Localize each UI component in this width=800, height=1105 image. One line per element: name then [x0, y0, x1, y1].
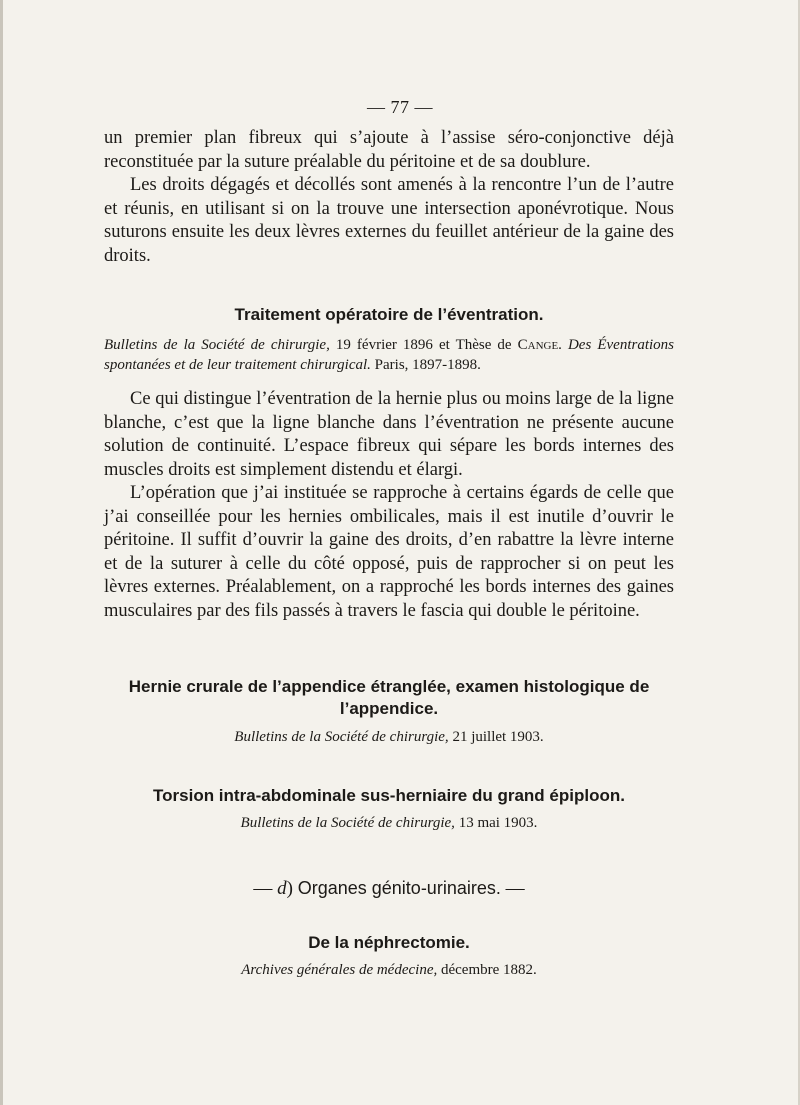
ref-place-date: Paris, 1897-1898.	[370, 357, 481, 373]
reference-torsion	[104, 813, 674, 833]
paragraph-continued: un premier plan fibreux qui s’ajoute à l’assise séro-conjonctive déjà reconstituée par la suture préalable du péritoine et de sa doublure.	[104, 128, 674, 172]
section-letter: d	[277, 878, 287, 899]
reference-hernie-crurale	[104, 727, 674, 747]
ref-italic: Bulletins de la Société de chirurgie,	[104, 337, 330, 353]
ref-normal: 19 février 1896 et Thèse de	[329, 337, 518, 353]
ref-italic: Bulletins de la Société de chirurgie,	[240, 815, 455, 831]
section-paren: )	[286, 878, 298, 899]
paragraph-distingue: Ce qui distingue l’éventration de la hernie plus ou moins large de la ligne blanche, c’est que la ligne blanche dans l’éventration ne présente aucune solution de continuité. L’espace fibreux qui sépare les bords internes des muscles droits est simplement distendu et élargi.	[104, 389, 674, 480]
ref-italic: Bulletins de la Société de chirurgie,	[234, 729, 449, 745]
ref-italic: Archives générales de médecine,	[241, 962, 438, 978]
heading-hernie-crurale: Hernie crurale de l’appendice étranglée, examen histologique de l’appendice.	[128, 677, 650, 718]
section-dash-right: —	[500, 878, 525, 899]
section-title: Organes génito-urinaires.	[297, 878, 501, 898]
heading-eventration: Traitement opératoire de l’éventration.	[234, 305, 544, 324]
reference-eventration	[104, 335, 674, 375]
reference-nephrectomie	[104, 960, 674, 980]
text-block-1	[104, 127, 674, 268]
page-number: — 77 —	[367, 97, 433, 117]
ref-title: Des Éventrations spontanées et de leur traitement chirurgical.	[104, 337, 675, 373]
ref-author: Cange.	[517, 337, 562, 353]
ref-date: 13 mai 1903.	[454, 815, 538, 831]
ref-date: 21 juillet 1903.	[448, 729, 544, 745]
heading-nephrectomie: De la néphrectomie.	[308, 933, 470, 952]
ref-date: décembre 1882.	[437, 962, 537, 978]
paragraph-operation: L’opération que j’ai instituée se rapproche à certains égards de celle que j’ai conseillée pour les hernies ombilicales, mais il est inutile d’ouvrir le péritoine. Il suffit d’ouvrir la gaine des droits, d’en rabattre la lèvre interne et de la suturer à celle du côté opposé, puis de rapprocher si on peut les lèvres externes. Préalablement, on a rapproché les bords internes des gaines musculaires par des fils passés à travers le fascia qui double le péritoine.	[104, 483, 674, 621]
heading-torsion: Torsion intra-abdominale sus-herniaire du grand épiploon.	[153, 786, 625, 805]
section-dash-left: —	[253, 878, 278, 899]
text-block-2	[104, 388, 674, 623]
section-heading	[104, 876, 674, 901]
paragraph-droits: Les droits dégagés et décollés sont amenés à la rencontre l’un de l’autre et réunis, en utilisant si on la trouve une intersection aponévrotique. Nous suturons ensuite les deux lèvres externes du feuillet antérieur de la gaine des droits.	[104, 175, 674, 266]
